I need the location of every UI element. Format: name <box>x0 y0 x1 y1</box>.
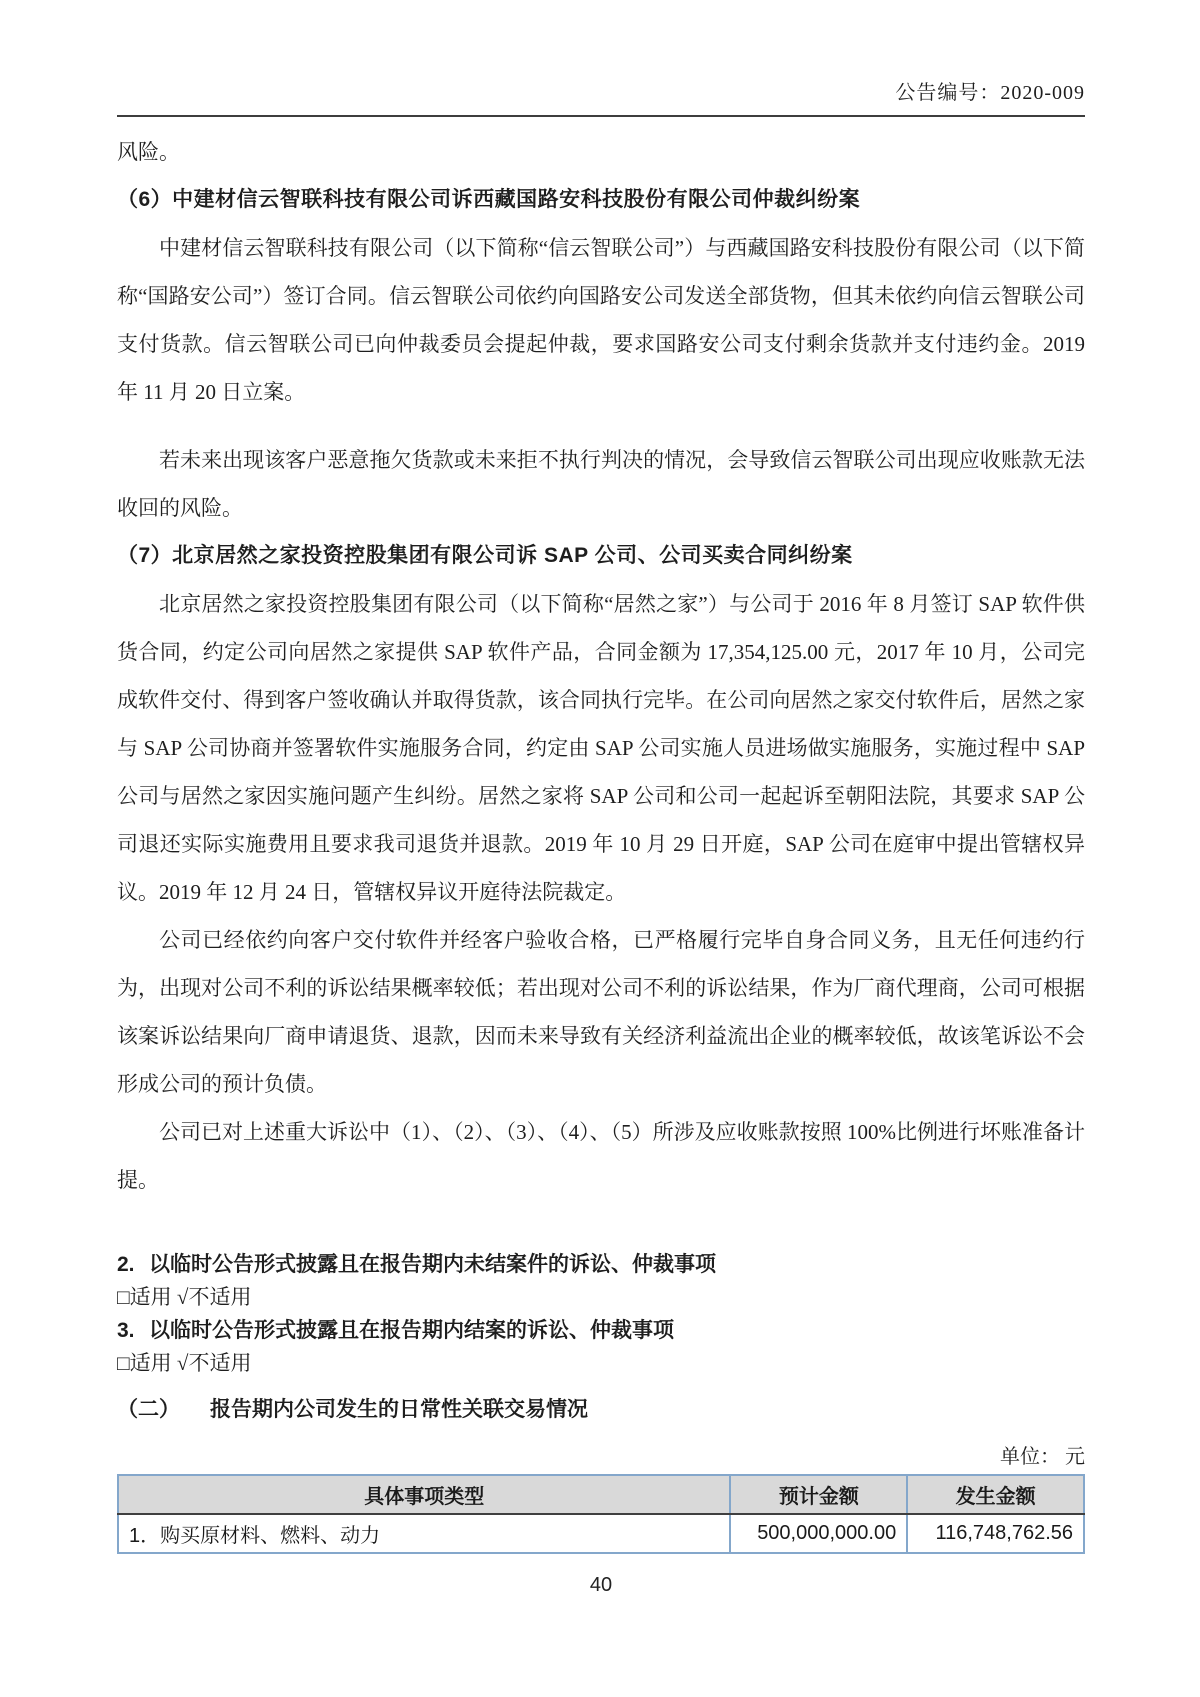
row1-expected-cell: 500,000,000.00 <box>730 1514 907 1553</box>
section2-title: 报告期内公司发生的日常性关联交易情况 <box>210 1398 588 1421</box>
doc-number: 公告编号：2020-009 <box>117 76 1085 117</box>
item2-applicability: □适用 √不适用 <box>117 1285 252 1309</box>
item2-title-line <box>117 1248 1085 1281</box>
item3-applicability: □适用 √不适用 <box>117 1351 252 1375</box>
row1-type-cell: 1．购买原材料、燃料、动力 <box>118 1514 730 1553</box>
case7-paragraph-1: 北京居然之家投资控股集团有限公司（以下简称“居然之家”）与公司于 2016 年 8 月签订 SAP 软件供货合同，约定公司向居然之家提供 SAP 软件产品，合同金额为 17,354,125.00 元，2017 年 10 月，公司完成软件交付、得到客户签收确认并取得货款，该合同执行完毕。在公司向居然之家交付软件后，居然之家与 SAP 公司协商并签署软件实施服务合同，约定由 SAP 公司实施人员进场做实施服务，实施过程中 SAP 公司与居然之家因实施问题产生纠纷。居然之家将 SAP 公司和公司一起起诉至朝阳法院，其要求 SAP 公司退还实际实施费用且要求我司退货并退款。2019 年 10 月 29 日开庭，SAP 公司在庭审中提出管辖权异议。2019 年 12 月 24 日，管辖权异议开庭待法院裁定。 <box>117 592 1085 904</box>
item3-title-line <box>117 1314 1085 1347</box>
case7-heading: （7）北京居然之家投资控股集团有限公司诉 SAP 公司、公司买卖合同纠纷案 <box>117 544 853 567</box>
section2-number: （二） <box>117 1398 180 1421</box>
header-cell-actual: 发生金额 <box>907 1475 1084 1514</box>
item3-number: 3. <box>117 1319 135 1342</box>
unit-label: 单位： 元 <box>1000 1446 1085 1468</box>
document-body <box>117 128 1085 1597</box>
item3-title: 以临时公告形式披露且在报告期内结案的诉讼、仲裁事项 <box>149 1319 674 1342</box>
case6-paragraph-2: 若未来出现该客户恶意拖欠货款或未来拒不执行判决的情况，会导致信云智联公司出现应收账款无法收回的风险。 <box>117 448 1085 520</box>
table-row <box>118 1514 1084 1553</box>
item2-title: 以临时公告形式披露且在报告期内未结案件的诉讼、仲裁事项 <box>149 1253 716 1276</box>
related-transactions-table <box>117 1474 1085 1554</box>
case6-paragraph-1: 中建材信云智联科技有限公司（以下简称“信云智联公司”）与西藏国路安科技股份有限公司（以下简称“国路安公司”）签订合同。信云智联公司依约向国路安公司发送全部货物，但其未依约向信云智联公司支付货款。信云智联公司已向仲裁委员会提起仲裁，要求国路安公司支付剩余货款并支付违约金。2019 年 11 月 20 日立案。 <box>117 236 1085 404</box>
page-number: 40 <box>589 1574 613 1596</box>
row1-actual-cell: 116,748,762.56 <box>907 1514 1084 1553</box>
case6-heading: （6）中建材信云智联科技有限公司诉西藏国路安科技股份有限公司仲裁纠纷案 <box>117 188 861 211</box>
header-cell-type: 具体事项类型 <box>118 1475 730 1514</box>
header-cell-expected: 预计金额 <box>730 1475 907 1514</box>
item2-number: 2. <box>117 1253 135 1276</box>
interim-items-block <box>117 1248 1085 1380</box>
risk-tail-paragraph: 风险。 <box>117 140 180 164</box>
case7-paragraph-3: 公司已对上述重大诉讼中（1）、（2）、（3）、（4）、（5）所涉及应收账款按照 100%比例进行坏账准备计提。 <box>117 1120 1085 1192</box>
table-header-row <box>118 1475 1084 1514</box>
section2-heading <box>117 1393 1085 1426</box>
case7-paragraph-2: 公司已经依约向客户交付软件并经客户验收合格，已严格履行完毕自身合同义务，且无任何违约行为，出现对公司不利的诉讼结果概率较低；若出现对公司不利的诉讼结果，作为厂商代理商，公司可根据该案诉讼结果向厂商申请退货、退款，因而未来导致有关经济利益流出企业的概率较低，故该笔诉讼不会形成公司的预计负债。 <box>117 928 1085 1096</box>
